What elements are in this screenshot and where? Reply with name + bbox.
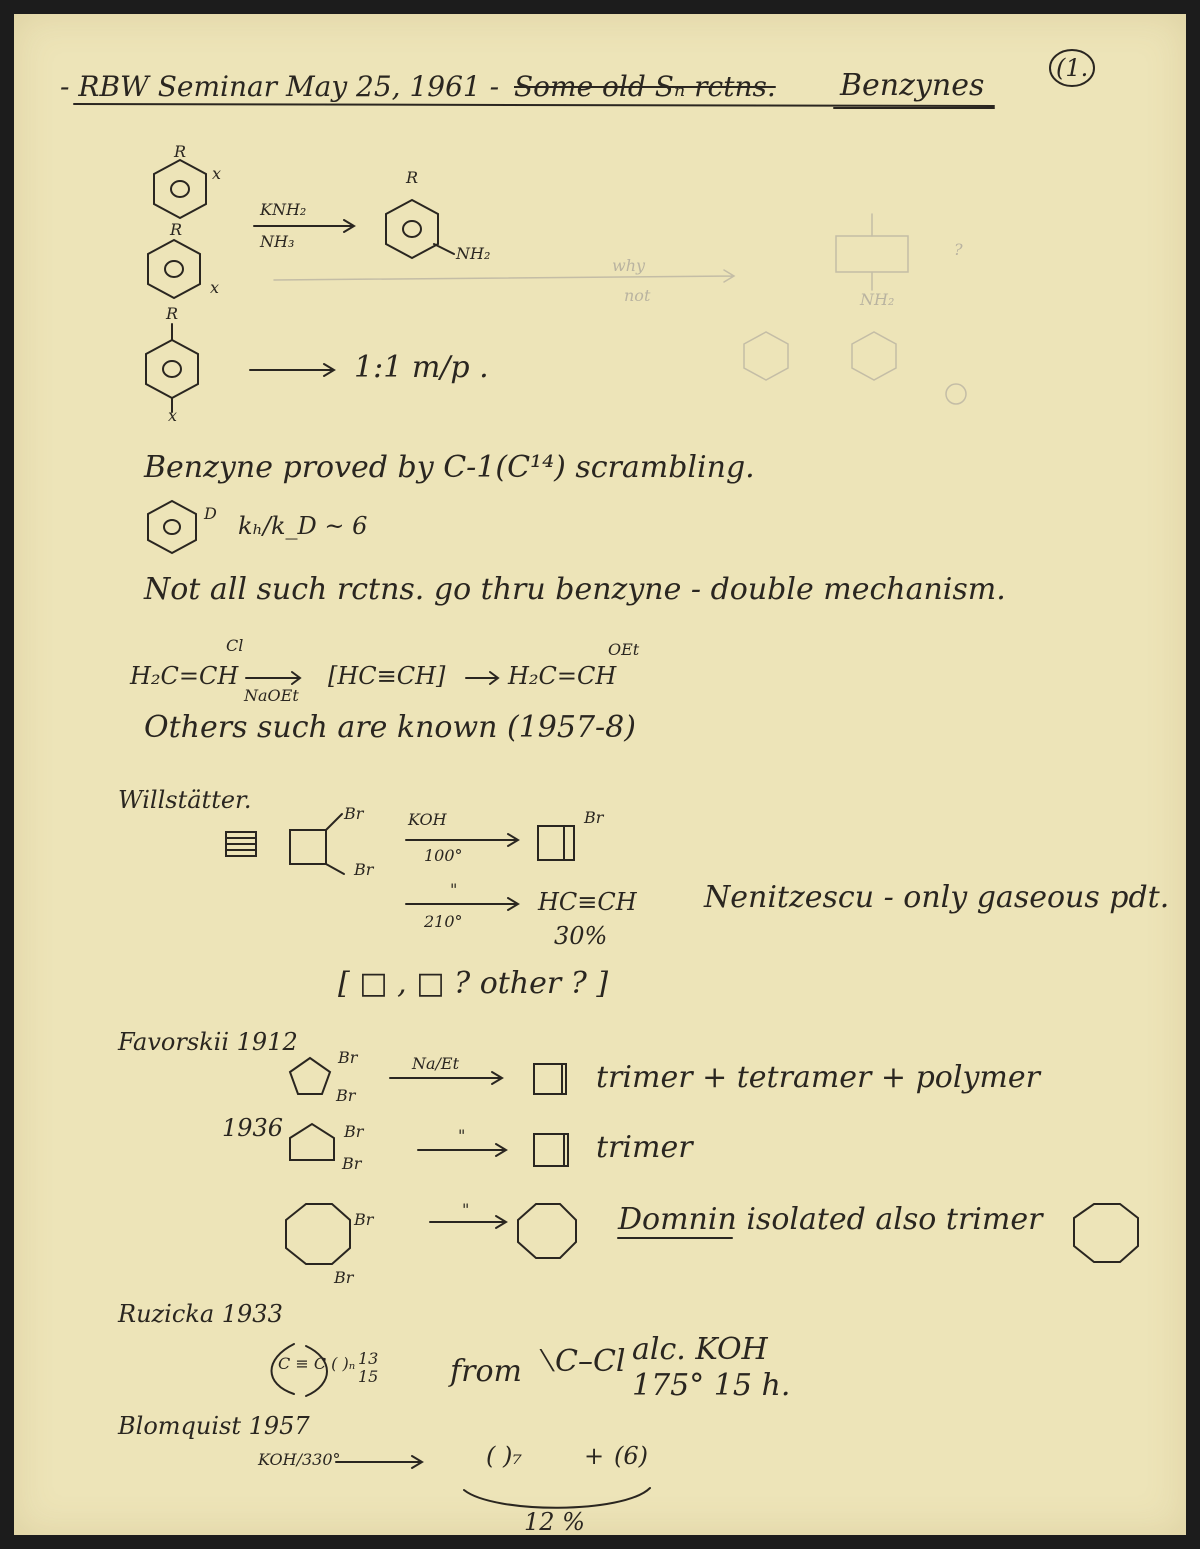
favorskii-br-1: Br	[338, 1048, 358, 1067]
temp-210: 210°	[424, 912, 463, 931]
ditto-mark-1: "	[450, 880, 458, 899]
willstatter-br-3: Br	[584, 808, 604, 827]
willstatter-name: Willstätter.	[118, 786, 252, 814]
para-x: x	[168, 406, 178, 425]
favorskii-br-5: Br	[354, 1210, 374, 1229]
aromatic-circle-1	[171, 181, 189, 197]
cyclohexene-ring	[290, 1124, 334, 1160]
favorskii-name: Favorskii 1912	[118, 1028, 298, 1056]
reaction-arrow-210	[406, 898, 518, 910]
reaction-arrow-nael	[390, 1072, 502, 1084]
other-products-bracket: [ □ , □ ? other ? ]	[338, 966, 609, 1001]
header-topic: Benzynes	[840, 68, 985, 103]
temp-100: 100°	[424, 846, 463, 865]
ruzicka-from: from	[450, 1354, 522, 1389]
product-ring	[386, 200, 438, 258]
notebook-page	[14, 14, 1186, 1535]
reaction-arrow-para	[250, 364, 334, 376]
product-r: R	[406, 168, 419, 187]
aromatic-circle-2	[165, 261, 183, 277]
reaction-arrow-koh	[406, 834, 518, 846]
willstatter-br-2: Br	[354, 860, 374, 879]
para-result: 1:1 m/p .	[354, 350, 489, 385]
dichloro-precursor: ⟍C–Cl	[534, 1344, 626, 1379]
blomquist-yield: 12 %	[524, 1508, 585, 1536]
reaction-arrow-1	[254, 220, 354, 232]
reagent-naoet: NaOEt	[244, 686, 299, 705]
ruzicka-conditions-1: alc. KOH	[632, 1332, 768, 1367]
ditto-mark-3: "	[462, 1200, 470, 1219]
cyclobutane-ring	[290, 830, 326, 864]
vinyl-oet: OEt	[608, 640, 640, 659]
favorskii-product-2: trimer	[596, 1130, 693, 1165]
bond-nh2	[434, 244, 454, 254]
benzene-ring-2	[148, 240, 200, 298]
header-underline	[74, 104, 994, 106]
reaction-arrow-blomquist	[336, 1456, 422, 1468]
acetylene-intermediate: [HC≡CH]	[328, 662, 446, 690]
cyclohexyne-ring	[534, 1134, 568, 1166]
ruzicka-conditions-2: 175° 15 h.	[632, 1368, 791, 1403]
blomquist-plus: +	[584, 1442, 605, 1470]
reagent-nh3: NH₃	[260, 232, 295, 251]
favorskii-product-1: trimer + tetramer + polymer	[596, 1060, 1040, 1095]
blomquist-name: Blomquist 1957	[118, 1412, 310, 1440]
reagent-na-et: Na/Et	[412, 1054, 460, 1073]
vinyl-ether: H₂C=CH	[508, 662, 617, 690]
benzene-ring-1	[154, 160, 206, 218]
blomquist-product-a: ( )₇	[486, 1442, 522, 1470]
ruzicka-name: Ruzicka 1933	[118, 1300, 283, 1328]
ruzicka-n-values: 13 15	[358, 1349, 379, 1386]
deuterium-label: D	[204, 504, 217, 523]
product-nh2: NH₂	[456, 244, 491, 263]
leaving-group-x-1: x	[212, 164, 222, 183]
yield-brace	[464, 1488, 650, 1508]
ruzicka-ring: C ≡ C ( )ₙ	[278, 1354, 356, 1373]
aromatic-circle-3	[403, 221, 421, 237]
favorskii-year-1936: 1936	[222, 1114, 284, 1142]
aromatic-circle-para	[163, 361, 181, 377]
header-title: - RBW Seminar May 25, 1961 -	[60, 70, 500, 103]
leaving-group-x-2: x	[210, 278, 220, 297]
willstatter-br-1: Br	[344, 804, 364, 823]
vinyl-chloride: H₂C=CH	[130, 662, 239, 690]
margin-why: why	[612, 256, 646, 275]
acetylene-product: HC≡CH	[538, 888, 637, 916]
margin-nh2: NH₂	[860, 290, 895, 309]
substituent-r-2: R	[170, 220, 183, 239]
not-all-note: Not all such rctns. go thru benzyne - double mechanism.	[144, 572, 1006, 607]
benzene-ring-d	[148, 501, 196, 553]
favorskii-br-3: Br	[344, 1122, 364, 1141]
blomquist-product-b: (6)	[614, 1442, 648, 1470]
margin-question: ?	[954, 240, 963, 259]
blomquist-reagent: KOH/330°	[258, 1450, 341, 1469]
header-struck-text: Some old Sₙ rctns.	[514, 70, 776, 103]
favorskii-br-4: Br	[342, 1154, 362, 1173]
cycloheptene-ring	[286, 1204, 350, 1264]
reaction-arrow-vinyl-1	[246, 672, 300, 684]
page-number: (1.	[1056, 54, 1089, 82]
reaction-arrow-1936	[418, 1144, 506, 1156]
cycloheptyne-ring	[518, 1204, 576, 1258]
benzyne-proved: Benzyne proved by C-1(C¹⁴) scrambling.	[144, 450, 755, 485]
aromatic-circle-d	[164, 520, 180, 534]
benzene-ring-para	[146, 340, 198, 398]
favorskii-br-6: Br	[334, 1268, 354, 1287]
reagent-koh: KOH	[408, 810, 447, 829]
vinyl-cl: Cl	[226, 636, 244, 655]
favorskii-br-2: Br	[336, 1086, 356, 1105]
margin-not: not	[624, 286, 651, 305]
kinetic-isotope-effect: kₕ/k_D ~ 6	[238, 512, 368, 540]
para-r: R	[166, 304, 179, 323]
reagent-knh2: KNH₂	[260, 200, 307, 219]
reaction-arrow-vinyl-2	[466, 672, 498, 684]
cyclopentene-ring-1	[290, 1058, 330, 1094]
nenitzescu-note: Nenitzescu - only gaseous pdt.	[704, 880, 1170, 915]
trimer-ring	[1074, 1204, 1138, 1262]
ditto-mark-2: "	[458, 1126, 466, 1145]
others-known: Others such are known (1957-8)	[144, 710, 636, 745]
domnin-note: Domnin isolated also trimer	[618, 1202, 1043, 1237]
cyclobutadiene-ring	[538, 826, 574, 860]
substituent-r-1: R	[174, 142, 187, 161]
yield-30: 30%	[554, 922, 608, 950]
